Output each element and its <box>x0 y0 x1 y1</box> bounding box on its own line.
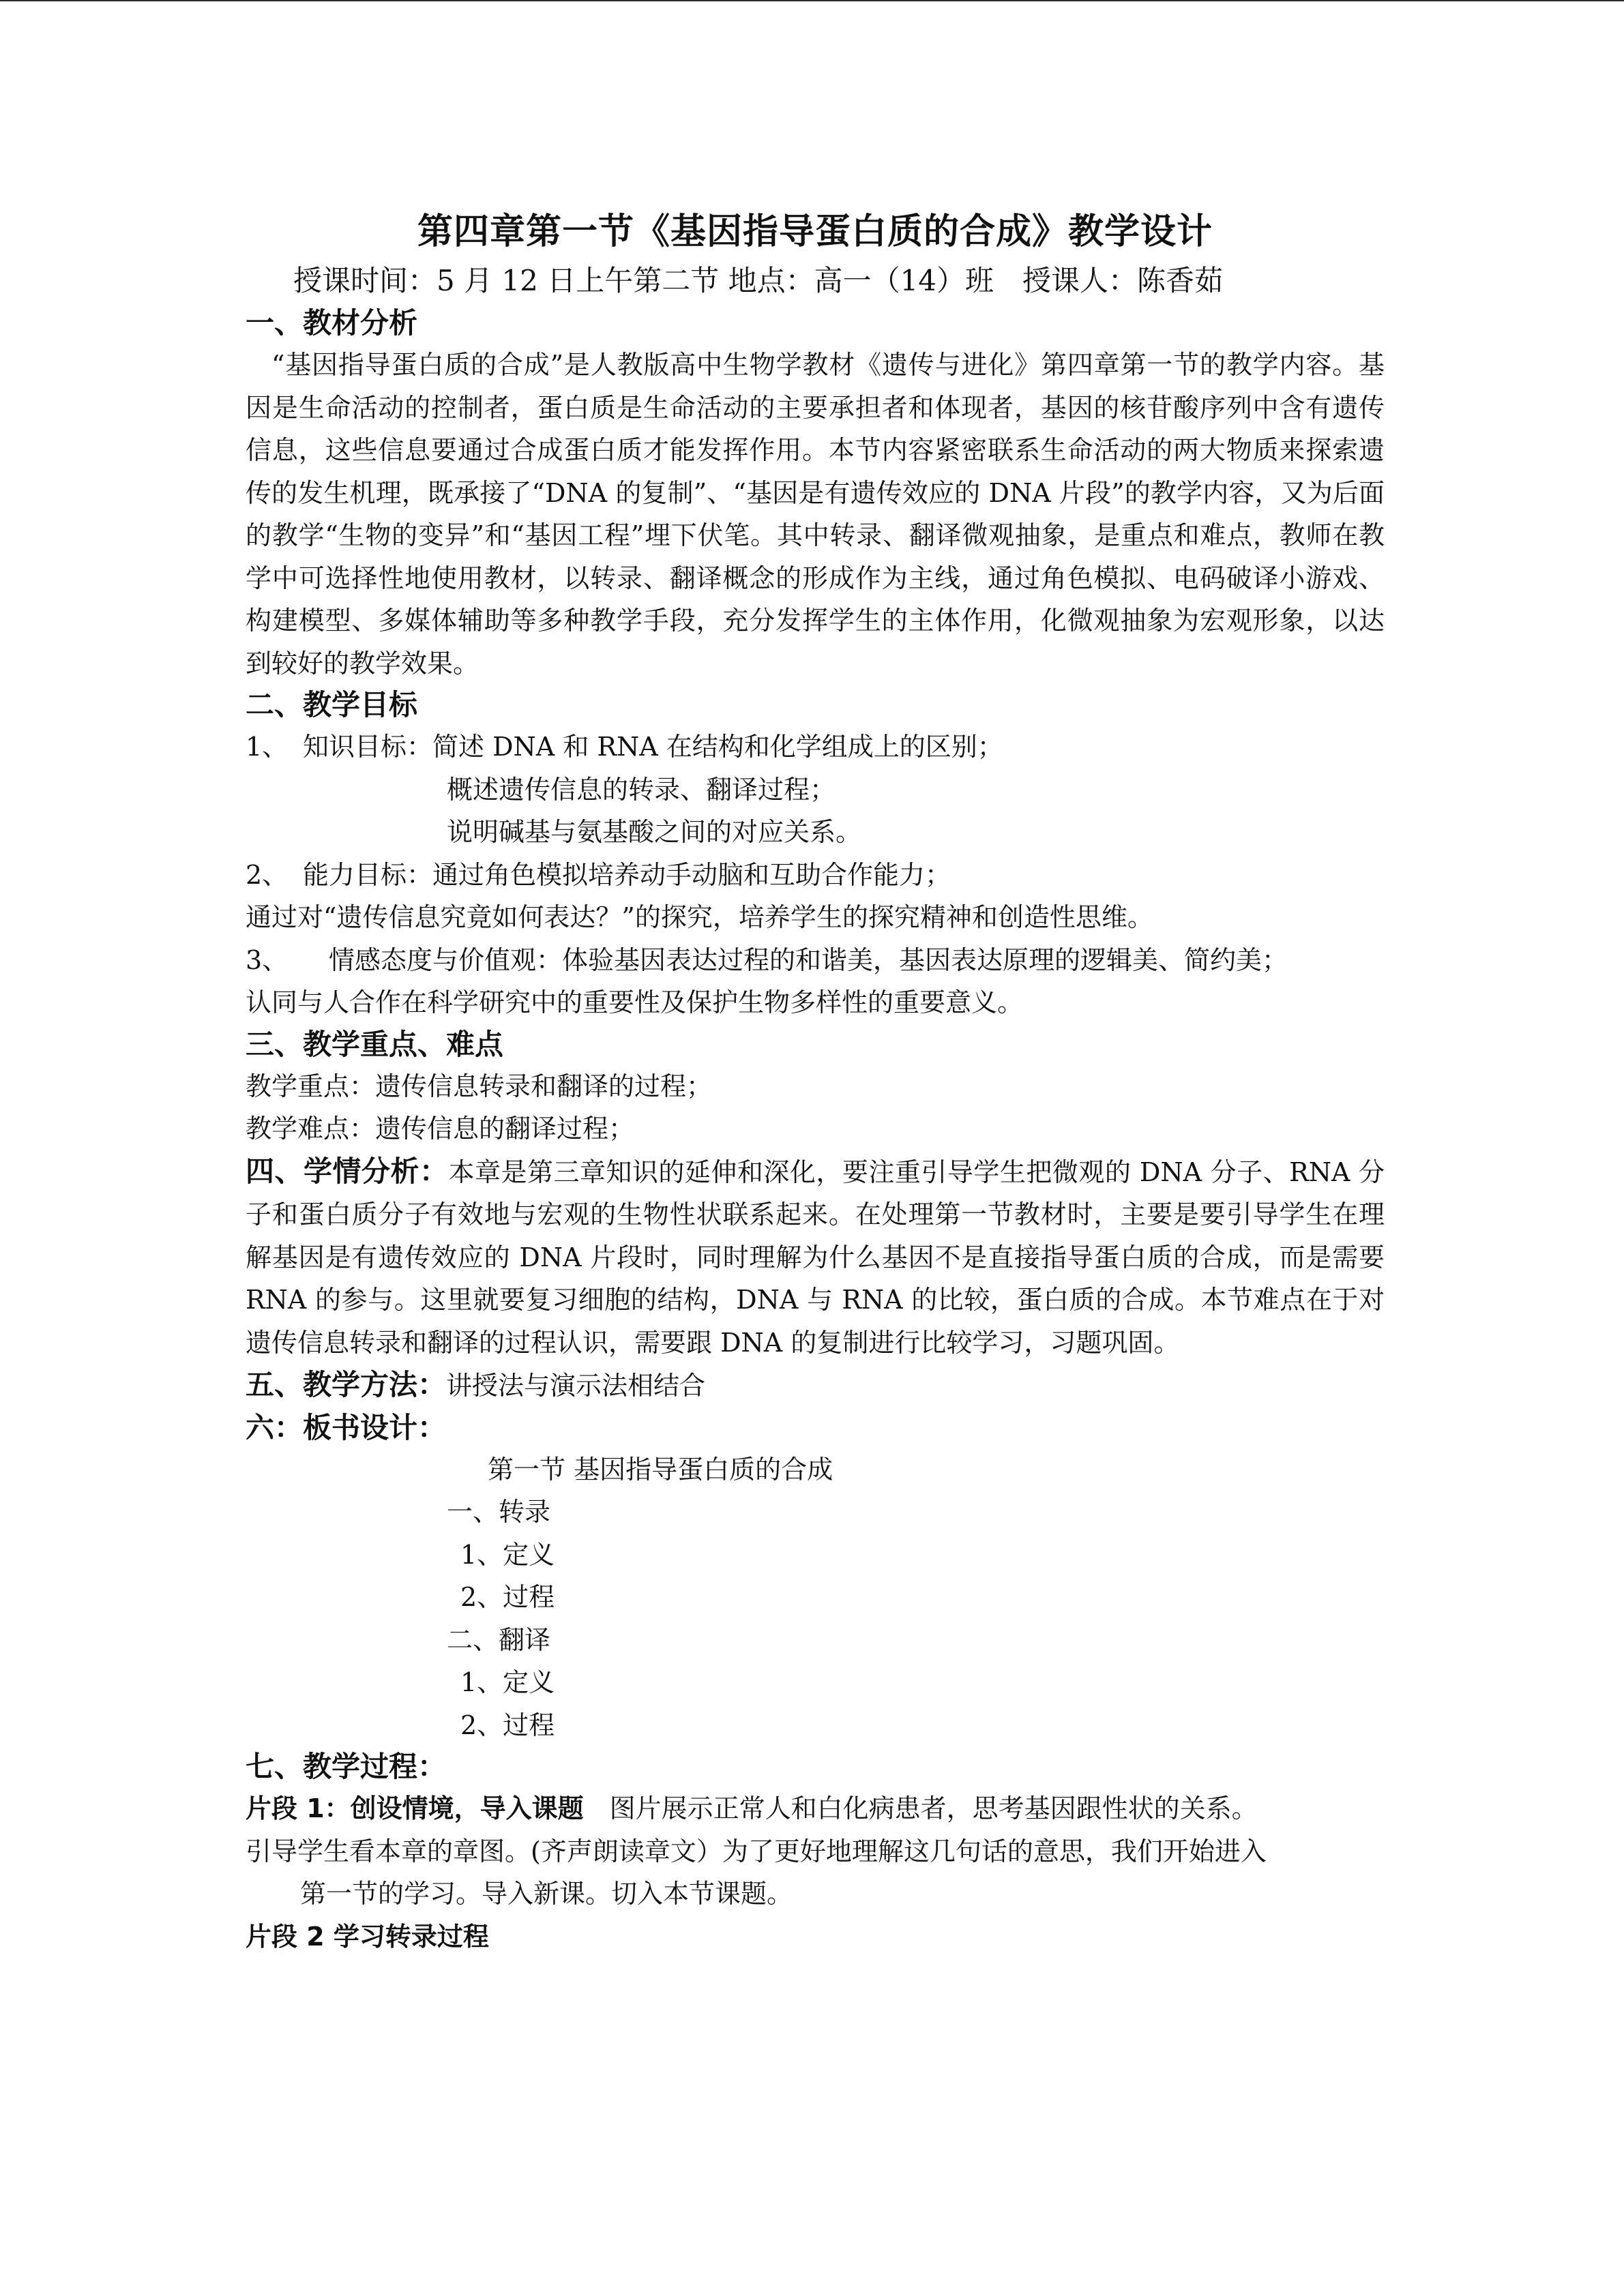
key-point-line: 教学重点：遗传信息转录和翻译的过程； <box>246 1071 713 1101</box>
segment-2-label: 片段 2 学习转录过程 <box>246 1921 489 1952</box>
objective-number: 1、 <box>246 732 289 762</box>
difficulty-line: 教学难点：遗传信息的翻译过程； <box>246 1114 635 1144</box>
objective-text: 知识目标：简述 DNA 和 RNA 在结构和化学组成上的区别； <box>303 732 1003 762</box>
objective-number: 2、 <box>246 859 289 890</box>
objective-knowledge <box>246 726 1385 769</box>
segment-1-label: 片段 1：创设情境，导入课题 <box>246 1793 584 1823</box>
objective-text: 情感态度与价值观：体验基因表达过程的和谐美，基因表达原理的逻辑美、简约美； <box>303 944 1288 975</box>
objective-knowledge-sub: 说明碱基与氨基酸之间的对应关系。 <box>447 817 862 847</box>
section-heading-key-points: 三、教学重点、难点 <box>246 1027 504 1061</box>
document-body <box>246 205 1385 1958</box>
objective-text: 能力目标：通过角色模拟培养动手动脑和互助合作能力； <box>303 859 951 890</box>
objective-number: 3、 <box>246 944 289 975</box>
board-item: 1、定义 <box>460 1667 555 1697</box>
objective-attitude <box>246 939 1385 982</box>
page-top-border <box>0 0 1624 1</box>
section-heading-method: 五、教学方法： <box>246 1368 447 1401</box>
section-heading-learner-analysis: 四、学情分析： <box>246 1154 449 1188</box>
objective-attitude-continued: 认同与人合作在科学研究中的重要性及保护生物多样性的重要意义。 <box>246 987 1024 1017</box>
segment-1-line <box>246 1787 1385 1830</box>
board-item: 1、定义 <box>460 1539 555 1570</box>
teaching-method-text: 讲授法与演示法相结合 <box>446 1371 706 1401</box>
board-section: 二、翻译 <box>447 1624 551 1655</box>
lesson-info: 授课时间：5 月 12 日上午第二节 地点：高一（14）班 授课人：陈香茹 <box>293 264 1224 297</box>
section-heading-board-design: 六：板书设计： <box>246 1410 447 1444</box>
section-heading-textbook-analysis: 一、教材分析 <box>246 306 418 340</box>
board-item: 2、过程 <box>460 1582 555 1612</box>
board-title: 第一节 基因指导蛋白质的合成 <box>488 1454 833 1485</box>
board-item: 2、过程 <box>460 1710 555 1740</box>
section-heading-teaching-process: 七、教学过程： <box>246 1750 447 1783</box>
document-title: 第四章第一节《基因指导蛋白质的合成》教学设计 <box>417 211 1213 252</box>
objective-ability-continued: 通过对“遗传信息究竟如何表达？”的探究，培养学生的探究精神和创造性思维。 <box>246 902 1153 932</box>
objective-knowledge-sub: 概述遗传信息的转录、翻译过程； <box>447 774 836 805</box>
objective-ability <box>246 854 1385 897</box>
learner-analysis-paragraph <box>246 1150 1385 1365</box>
segment-1-continued: 引导学生看本章的章图。(齐声朗读章文）为了更好地理解这几句话的意思，我们开始进入 <box>246 1836 1267 1866</box>
segment-1-text: 图片展示正常人和白化病患者，思考基因跟性状的关系。 <box>583 1793 1258 1823</box>
segment-1-continued: 第一节的学习。导入新课。切入本节课题。 <box>300 1879 793 1909</box>
board-section: 一、转录 <box>447 1497 551 1527</box>
textbook-analysis-paragraph: “基因指导蛋白质的合成”是人教版高中生物学教材《遗传与进化》第四章第一节的教学内容。基因是生命活动的控制者，蛋白质是生命活动的主要承担者和体现者，基因的核苷酸序列中含有遗传信息，这些信息要通过合成蛋白质才能发挥作用。本节内容紧密联系生命活动的两大物质来探索遗传的发生机理，既承接了“DNA 的复制”、“基因是有遗传效应的 DNA 片段”的教学内容，又为后面的教学“生物的变异”和“基因工程”埋下伏笔。其中转录、翻译微观抽象，是重点和难点，教师在教学中可选择性地使用教材，以转录、翻译概念的形成作为主线，通过角色模拟、电码破译小游戏、构建模型、多媒体辅助等多种教学手段，充分发挥学生的主体作用，化微观抽象为宏观形象，以达到较好的教学效果。 <box>246 350 1385 679</box>
teaching-method-line <box>246 1364 1385 1407</box>
learner-analysis-text: 本章是第三章知识的延伸和深化，要注重引导学生把微观的 DNA 分子、RNA 分子和蛋白质分子有效地与宏观的生物性状联系起来。在处理第一节教材时，主要是要引导学生在理解基因是有遗传效应的 DNA 片段时，同时理解为什么基因不是直接指导蛋白质的合成，而是需要 RNA 的参与。这里就要复习细胞的结构，DNA 与 RNA 的比较，蛋白质的合成。本节难点在于对遗传信息转录和翻译的过程认识，需要跟 DNA 的复制进行比较学习，习题巩固。 <box>246 1157 1385 1358</box>
section-heading-objectives: 二、教学目标 <box>246 688 418 721</box>
